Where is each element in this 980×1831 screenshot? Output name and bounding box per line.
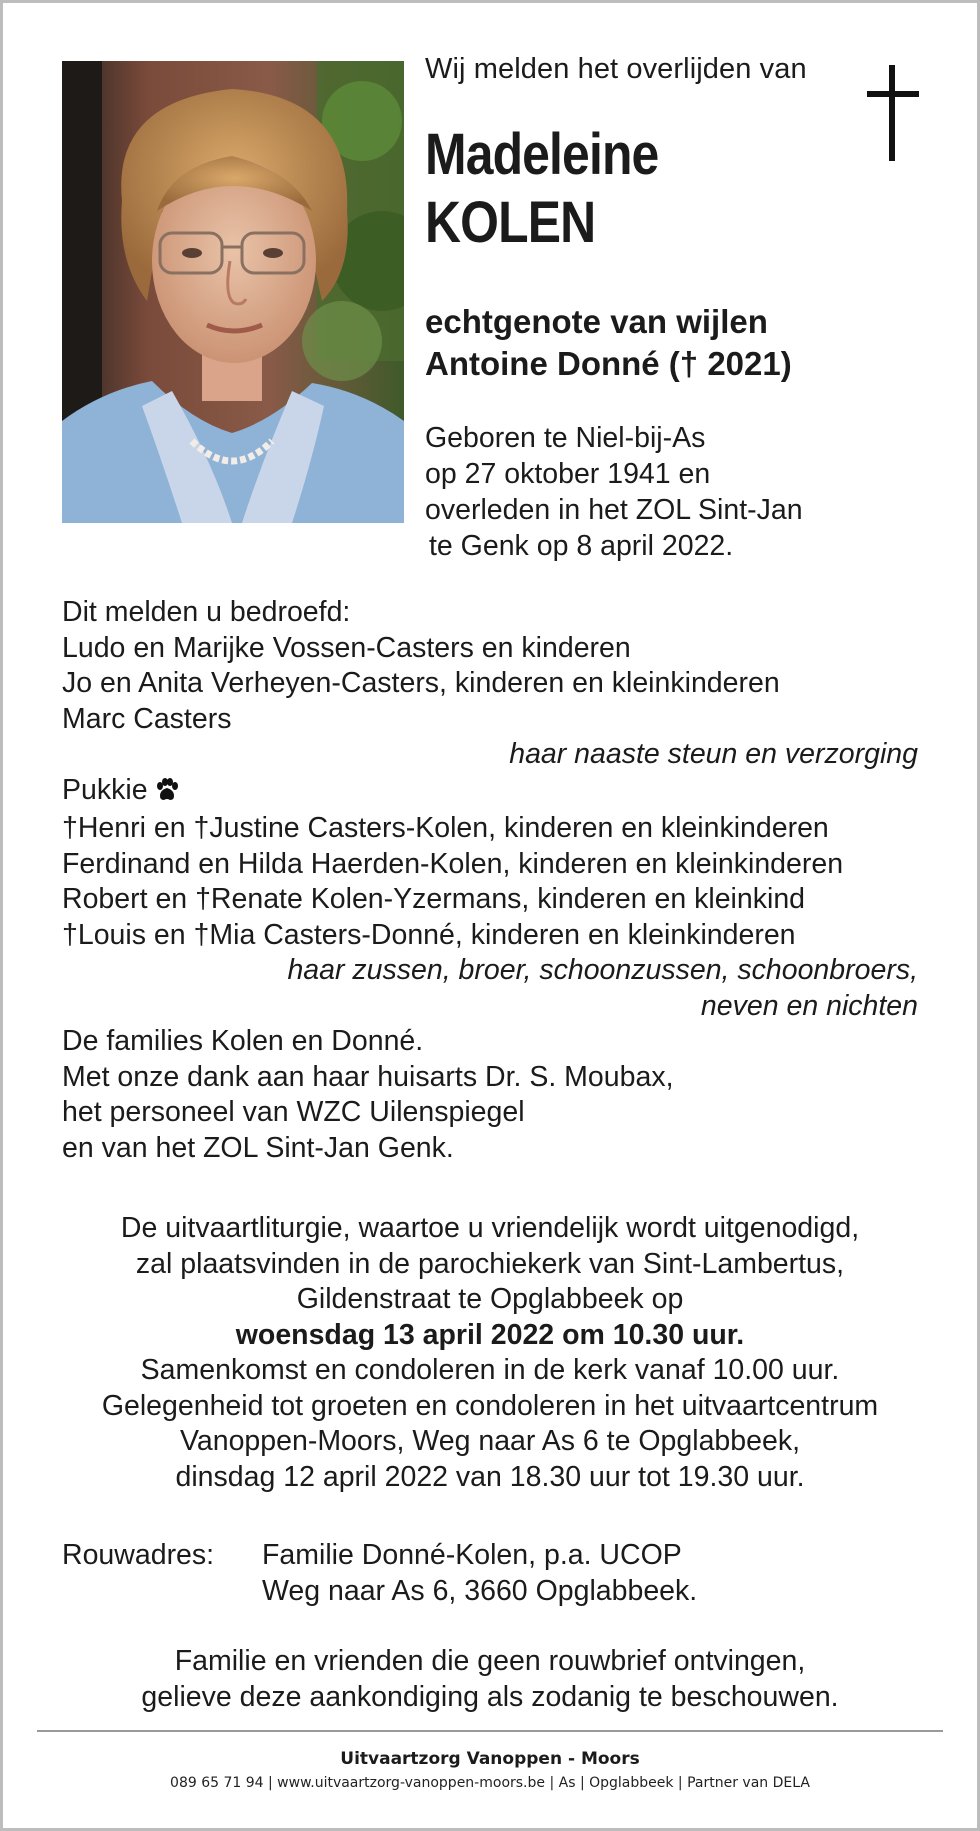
spouse-info <box>425 301 792 385</box>
service-line: Gildenstraat te Opglabbeek op <box>296 1283 684 1315</box>
mourner-pet-line <box>62 773 918 812</box>
mourners-list <box>62 595 918 1166</box>
thanks-line: het personeel van WZC Uilenspiegel <box>62 1096 525 1128</box>
death-date-line: te Genk op 8 april 2022. <box>429 530 734 562</box>
footer-divider <box>37 1730 943 1732</box>
death-place-line: overleden in het ZOL Sint-Jan <box>425 494 803 526</box>
thanks-line: Met onze dank aan haar huisarts Dr. S. Moubax, <box>62 1060 674 1093</box>
service-line: De uitvaartliturgie, waartoe u vriendelijk wordt uitgenodigd, <box>120 1212 860 1244</box>
mourner-line: Ferdinand en Hilda Haerden-Kolen, kinderen en kleinkinderen <box>62 847 844 880</box>
mourners-heading: Dit melden u bedroefd: <box>62 596 351 628</box>
mourner-line: De families Kolen en Donné. <box>62 1025 424 1057</box>
birth-death-details <box>425 420 803 564</box>
service-line: Gelegenheid tot groeten en condoleren in het uitvaartcentrum <box>101 1389 879 1422</box>
portrait-photo <box>62 61 404 523</box>
funeral-home-contact: 089 65 71 94 | www.uitvaartzorg-vanoppen-moors.be | As | Opglabbeek | Partner van DELA <box>170 1775 810 1791</box>
mourner-line: †Henri en †Justine Casters-Kolen, kinderen en kleinkinderen <box>62 812 829 844</box>
funeral-home-name: Uitvaartzorg Vanoppen - Moors <box>340 1749 640 1769</box>
pet-name: Pukkie <box>62 773 148 806</box>
mourner-note: haar zussen, broer, schoonzussen, schoonbroers, <box>287 954 918 986</box>
mourning-address <box>62 1537 697 1609</box>
mourner-line: Jo en Anita Verheyen-Casters, kinderen en kleinkinderen <box>62 667 780 699</box>
paw-icon <box>154 776 180 812</box>
mourner-line: †Louis en †Mia Casters-Donné, kinderen en kleinkinderen <box>62 918 796 951</box>
birth-line: Geboren te Niel-bij-As <box>425 422 706 454</box>
spouse-line-1: echtgenote van wijlen <box>425 303 768 340</box>
mourner-line: Marc Casters <box>62 702 232 735</box>
closing-line-1: Familie en vrienden die geen rouwbrief ontvingen, <box>174 1645 806 1677</box>
closing-note <box>3 1643 977 1715</box>
service-line: Samenkomst en condoleren in de kerk vanaf 10.00 uur. <box>140 1354 840 1386</box>
deceased-name <box>425 121 658 257</box>
mourner-line: Ludo en Marijke Vossen-Casters en kinderen <box>62 631 631 664</box>
announcement-intro: Wij melden het overlijden van <box>425 53 807 85</box>
address-line-2: Weg naar As 6, 3660 Opglabbeek. <box>262 1575 698 1607</box>
funeral-service-details <box>3 1211 977 1495</box>
service-datetime: woensdag 13 april 2022 om 10.30 uur. <box>235 1318 745 1351</box>
last-name: KOLEN <box>425 190 596 255</box>
closing-line-2: gelieve deze aankondiging als zodanig te beschouwen. <box>141 1681 839 1713</box>
spouse-line-2: Antoine Donné († 2021) <box>425 345 792 382</box>
mourner-note: haar naaste steun en verzorging <box>509 738 918 770</box>
cross-icon <box>865 63 921 168</box>
mourner-line: Robert en †Renate Kolen-Yzermans, kinderen en kleinkind <box>62 883 806 915</box>
service-line: zal plaatsvinden in de parochiekerk van Sint-Lambertus, <box>135 1247 845 1280</box>
address-line-1: Familie Donné-Kolen, p.a. UCOP <box>262 1539 682 1571</box>
thanks-line: en van het ZOL Sint-Jan Genk. <box>62 1131 454 1164</box>
address-label: Rouwadres: <box>62 1539 215 1571</box>
service-line: Vanoppen-Moors, Weg naar As 6 te Opglabbeek, <box>179 1425 800 1457</box>
first-name: Madeleine <box>425 122 659 187</box>
mourner-note: neven en nichten <box>700 989 918 1022</box>
birth-date-line: op 27 oktober 1941 en <box>425 458 711 490</box>
service-line: dinsdag 12 april 2022 van 18.30 uur tot 19.30 uur. <box>175 1460 805 1493</box>
